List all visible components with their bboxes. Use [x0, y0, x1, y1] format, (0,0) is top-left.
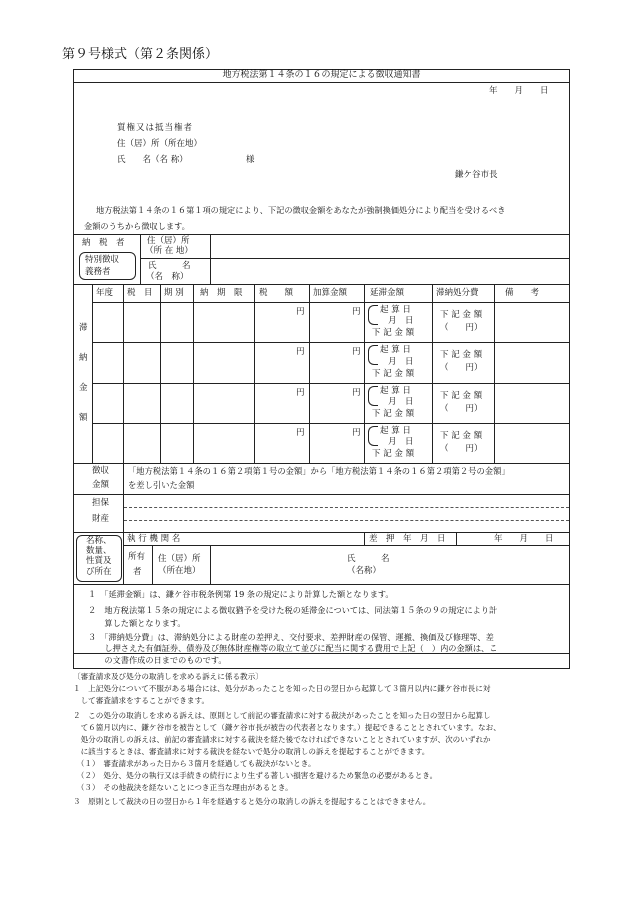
row-4-late-amount: 下 記 金 額: [372, 449, 415, 459]
row-2-late-amount: 下 記 金 額: [372, 369, 415, 379]
row-2-start-date: 起 算 日: [380, 345, 411, 355]
header-tax-amount: 税 額: [259, 288, 294, 298]
appeal-note-1-cont: して審査請求をすることができます。: [73, 696, 210, 705]
taxpayer-name-label: 氏 名: [148, 261, 191, 271]
row-3-month-day: 月 日: [388, 397, 414, 407]
col-line-6: [364, 284, 365, 463]
col-line-4: [254, 284, 255, 463]
taxpayer-label: 納 税 者: [82, 238, 125, 248]
appeal-note-2-cont-3: に該当するときは、審査請求に対する裁決を経ないで処分の取消しの訴えを提起することができます。: [73, 747, 430, 756]
row-1-surcharge-yen: 円: [352, 307, 361, 317]
special-collector-label-2: 義務者: [85, 267, 111, 277]
footnote-2: ２ 地方税法第１５条の規定による徴収猶予を受けた税の延滞金については、同法第１５条の９の規定により計: [88, 605, 498, 615]
header-fiscal-year: 年度: [96, 288, 114, 298]
footnote-3: ３ 「滞納処分費」は、滞納処分による財産の差押え、交付要求、差押財産の保管、運搬、換価及び修理等、差: [88, 632, 494, 642]
collateral-label-2: 財産: [92, 514, 110, 524]
header-due-date: 納 期 限: [200, 288, 243, 298]
seized-side-label-4: び所在: [86, 567, 112, 577]
intro-line-2: 金額のうちから徴収します。: [84, 221, 190, 231]
row-3-fee-value: （ 円）: [440, 404, 483, 414]
taxpayer-mid-line: [140, 258, 570, 259]
collection-divider: [123, 463, 124, 494]
seized-side-label-3: 性質及: [86, 556, 112, 566]
row-2-fee-value: （ 円）: [440, 363, 483, 373]
row-4-start-date: 起 算 日: [380, 426, 411, 436]
owner-name-label-2: （名称）: [347, 566, 382, 576]
appeal-note-3: ３ 原則として裁決の日の翌日から１年を経過すると処分の取消しの訴えを提起することはできません。: [73, 797, 431, 806]
row-3-late-amount: 下 記 金 額: [372, 409, 415, 419]
taxpayer-top-line: [73, 234, 570, 235]
collection-bottom-line: [73, 494, 570, 495]
appeal-exception-2: （２） 処分、処分の執行又は手続きの続行により生ずる著しい損害を避けるため緊急の必要があるとき。: [73, 771, 438, 780]
row-4-tax-yen: 円: [296, 428, 305, 438]
collection-formula-2: を差し引いた金額: [128, 480, 195, 490]
taxpayer-divider-1: [140, 234, 141, 284]
col-line-2: [160, 284, 161, 463]
collateral-bottom-line: [73, 532, 570, 533]
table-header-line: [92, 302, 570, 303]
intro-line-1: 地方税法第１４条の１６第１項の規定により、下記の徴収金額をあなたが強制換価処分により配当を受けるべき: [96, 205, 506, 215]
row-3-fee-amount: 下 記 金 額: [440, 391, 483, 401]
row-3-surcharge-yen: 円: [352, 388, 361, 398]
collateral-dash-line-2: [124, 520, 569, 521]
appeal-note-1: １ 上記処分について不服がある場合には、処分があったことを知った日の翌日から起算して３箇月以内に鎌ケ谷市長に対: [73, 684, 491, 693]
header-disposition-fee: 滞納処分費: [436, 288, 479, 298]
seized-side-label-1: 名称、: [86, 536, 112, 546]
col-line-8: [494, 284, 495, 463]
form-label: 第９号様式（第２条関係）: [62, 47, 219, 62]
col-line-7: [432, 284, 433, 463]
row-2-fee-amount: 下 記 金 額: [440, 350, 483, 360]
table-row-line-3: [92, 423, 570, 424]
addressee-name-label: 氏 名（名 称）: [117, 155, 188, 165]
appeal-note-2-cont-1: て６箇月以内に、鎌ケ谷市を被告として（鎌ケ谷市長が被告の代表者となります。）提起できることとされています。なお、: [73, 723, 501, 732]
owner-label-2: 者: [133, 567, 142, 577]
row-4-fee-value: （ 円）: [440, 444, 483, 454]
taxpayer-bottom-line: [73, 284, 570, 285]
honorific: 様: [246, 155, 255, 165]
taxpayer-address-label: 住（居）所: [147, 236, 190, 246]
appeal-heading: 〔審査請求及び処分の取消しを求める訴えに係る教示〕: [73, 672, 263, 681]
header-late-fee: 延滞金額: [370, 288, 405, 298]
footnote-2-cont: 算した額となります。: [88, 618, 186, 628]
frame-left-extend: [73, 654, 74, 668]
taxpayer-name-label-2: （名 称）: [146, 272, 189, 282]
seized-side-label-2: 数量、: [86, 546, 112, 556]
col-line-0: [92, 284, 93, 463]
seized-mid-line: [123, 545, 570, 546]
issuer-name: 鎌ケ谷市長: [455, 170, 498, 180]
owner-name-label: 氏 名: [347, 554, 390, 564]
side-label-char-1: 滞: [79, 323, 88, 333]
table-row-line-1: [92, 342, 570, 343]
footnote-3-end: の文書作成の日までのものです。: [88, 655, 227, 665]
row-1-fee-value: （ 円）: [440, 323, 483, 333]
header-surcharge: 加算金額: [313, 288, 348, 298]
seized-divider-4: [152, 545, 153, 584]
col-line-1: [123, 284, 124, 463]
table-bottom-line: [73, 463, 570, 464]
seize-date-value: 年 月 日: [494, 534, 554, 544]
row-4-fee-amount: 下 記 金 額: [440, 431, 483, 441]
collateral-dash-line-1: [124, 507, 569, 508]
row-1-late-amount: 下 記 金 額: [372, 328, 415, 338]
footnote-3-cont: し押さえた有価証券、債券及び無体財産権等の取立て並びに配当に関する費用で上記（ ）内の金額は、こ: [88, 643, 498, 653]
frame-right-extend: [569, 654, 570, 668]
side-label-char-3: 金: [79, 383, 88, 393]
row-3-bracket: [368, 386, 378, 406]
document-title: 地方税法第１４条の１６の規定による徴収通知書: [222, 70, 421, 80]
owner-address-label-2: （所在地）: [158, 566, 201, 576]
taxpayer-divider-2: [210, 234, 211, 284]
collection-formula: 「地方税法第１４条の１６第２項第１号の金額」から「地方税法第１４条の１６第２項第２号の金額」: [128, 466, 510, 476]
issue-date: 年 月 日: [489, 86, 549, 96]
addressee-address-label: 住（居）所（所在地）: [117, 139, 203, 149]
special-collector-label: 特別徴収: [85, 255, 120, 265]
row-1-tax-yen: 円: [296, 307, 305, 317]
agency-name-label: 執 行 機 関 名: [127, 534, 181, 544]
footnote-1: １ 「延滞金額」は、鎌ケ谷市税条例第 19 条の規定により計算した額となります。: [88, 589, 394, 599]
seized-divider-3: [456, 532, 457, 545]
row-1-bracket: [368, 305, 378, 325]
col-line-3: [193, 284, 194, 463]
row-2-bracket: [368, 345, 378, 365]
frame-bottom-line: [73, 668, 570, 669]
row-4-surcharge-yen: 円: [352, 428, 361, 438]
row-1-fee-amount: 下 記 金 額: [440, 310, 483, 320]
row-2-month-day: 月 日: [388, 357, 414, 367]
appeal-exception-3: （３） その他裁決を経ないことにつき正当な理由があるとき。: [73, 783, 293, 792]
taxpayer-address-label-2: （所 在 地）: [145, 246, 193, 256]
row-2-surcharge-yen: 円: [352, 347, 361, 357]
side-label-char-4: 額: [79, 413, 88, 423]
owner-label: 所有: [128, 552, 146, 562]
side-label-char-2: 納: [79, 353, 88, 363]
row-2-tax-yen: 円: [296, 347, 305, 357]
table-row-line-2: [92, 383, 570, 384]
row-3-start-date: 起 算 日: [380, 386, 411, 396]
seized-divider-2: [364, 532, 365, 545]
seized-bottom-line: [73, 584, 570, 585]
col-line-5: [309, 284, 310, 463]
row-1-month-day: 月 日: [388, 316, 414, 326]
title-divider: [73, 82, 570, 83]
row-4-bracket: [368, 426, 378, 446]
addressee-type: 質権又は抵当権者: [117, 123, 194, 133]
appeal-note-2: ２ この処分の取消しを求める訴えは、原則として前記の審査請求に対する裁決があったことを知った日の翌日から起算し: [73, 711, 491, 720]
row-3-tax-yen: 円: [296, 388, 305, 398]
appeal-exception-1: （１） 審査請求があった日から３箇月を経過しても裁決がないとき。: [73, 759, 316, 768]
header-tax-item: 税 目: [127, 288, 153, 298]
seized-divider-5: [210, 545, 211, 584]
seize-date-label: 差 押 年 月 日: [369, 534, 446, 544]
appeal-note-2-cont-2: 処分の取消しの訴えは、前記の審査請求に対する裁決を経た後でなければできないこととされていますが、次のいずれか: [73, 735, 491, 744]
collection-label-2: 金額: [92, 480, 110, 490]
header-remarks: 備 考: [505, 288, 540, 298]
collection-label: 徴収: [92, 466, 110, 476]
owner-address-label: 住（居）所: [158, 554, 201, 564]
row-1-start-date: 起 算 日: [380, 305, 411, 315]
collateral-divider: [123, 494, 124, 532]
row-4-month-day: 月 日: [388, 437, 414, 447]
collateral-label: 担保: [92, 498, 110, 508]
header-period: 期 別: [164, 288, 184, 298]
seized-divider-1: [123, 532, 124, 584]
